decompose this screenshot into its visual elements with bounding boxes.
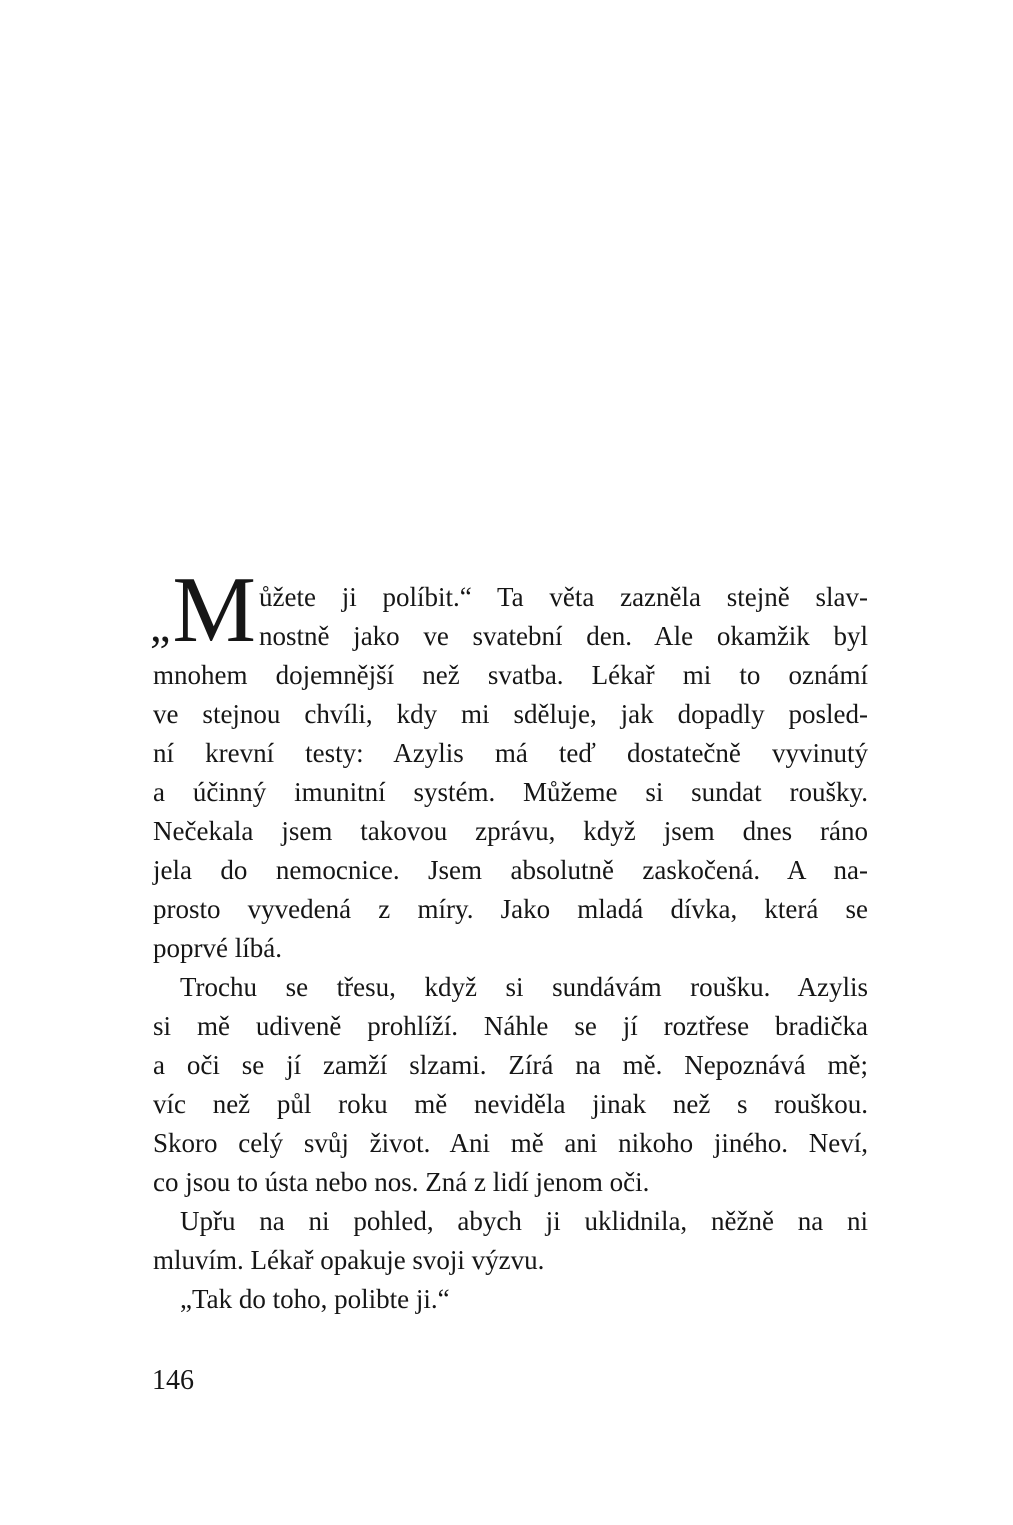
- text-line: mnohem dojemnější než svatba. Lékař mi to oznámí: [153, 660, 868, 690]
- text-line: nostně jako ve svatební den. Ale okamžik byl: [259, 621, 868, 651]
- text-line: „Tak do toho, polibte ji.“: [180, 1284, 450, 1314]
- dropcap-open-quote: „: [150, 600, 171, 651]
- dropcap-letter: M: [172, 558, 257, 662]
- text-line: prosto vyvedená z míry. Jako mladá dívka, která se: [153, 894, 868, 924]
- text-line: Upřu na ni pohled, abych ji uklidnila, něžně na ni: [180, 1206, 868, 1236]
- text-line: si mě udiveně prohlíží. Náhle se jí roztřese bradička: [153, 1011, 868, 1041]
- text-line: Trochu se třesu, když si sundávám roušku. Azylis: [180, 972, 868, 1002]
- body-text: [153, 578, 868, 1319]
- text-line: a oči se jí zamží slzami. Zírá na mě. Nepoznává mě;: [153, 1050, 868, 1080]
- text-line: ní krevní testy: Azylis má teď dostatečně vyvinutý: [153, 738, 868, 768]
- text-line: jela do nemocnice. Jsem absolutně zaskočená. A na-: [153, 855, 868, 885]
- text-line: ve stejnou chvíli, kdy mi sděluje, jak dopadly posled-: [153, 699, 868, 729]
- text-line: poprvé líbá.: [153, 933, 282, 963]
- text-line: co jsou to ústa nebo nos. Zná z lidí jenom oči.: [153, 1167, 650, 1197]
- text-line: mluvím. Lékař opakuje svoji výzvu.: [153, 1245, 545, 1275]
- text-line: ůžete ji políbit.“ Ta věta zazněla stejně slav-: [259, 582, 868, 612]
- text-line: Nečekala jsem takovou zprávu, když jsem dnes ráno: [153, 816, 868, 846]
- text-line: a účinný imunitní systém. Můžeme si sundat roušky.: [153, 777, 868, 807]
- text-line: Skoro celý svůj život. Ani mě ani nikoho jiného. Neví,: [153, 1128, 868, 1158]
- text-line: víc než půl roku mě neviděla jinak než s rouškou.: [153, 1089, 868, 1119]
- page-number: 146: [152, 1365, 194, 1396]
